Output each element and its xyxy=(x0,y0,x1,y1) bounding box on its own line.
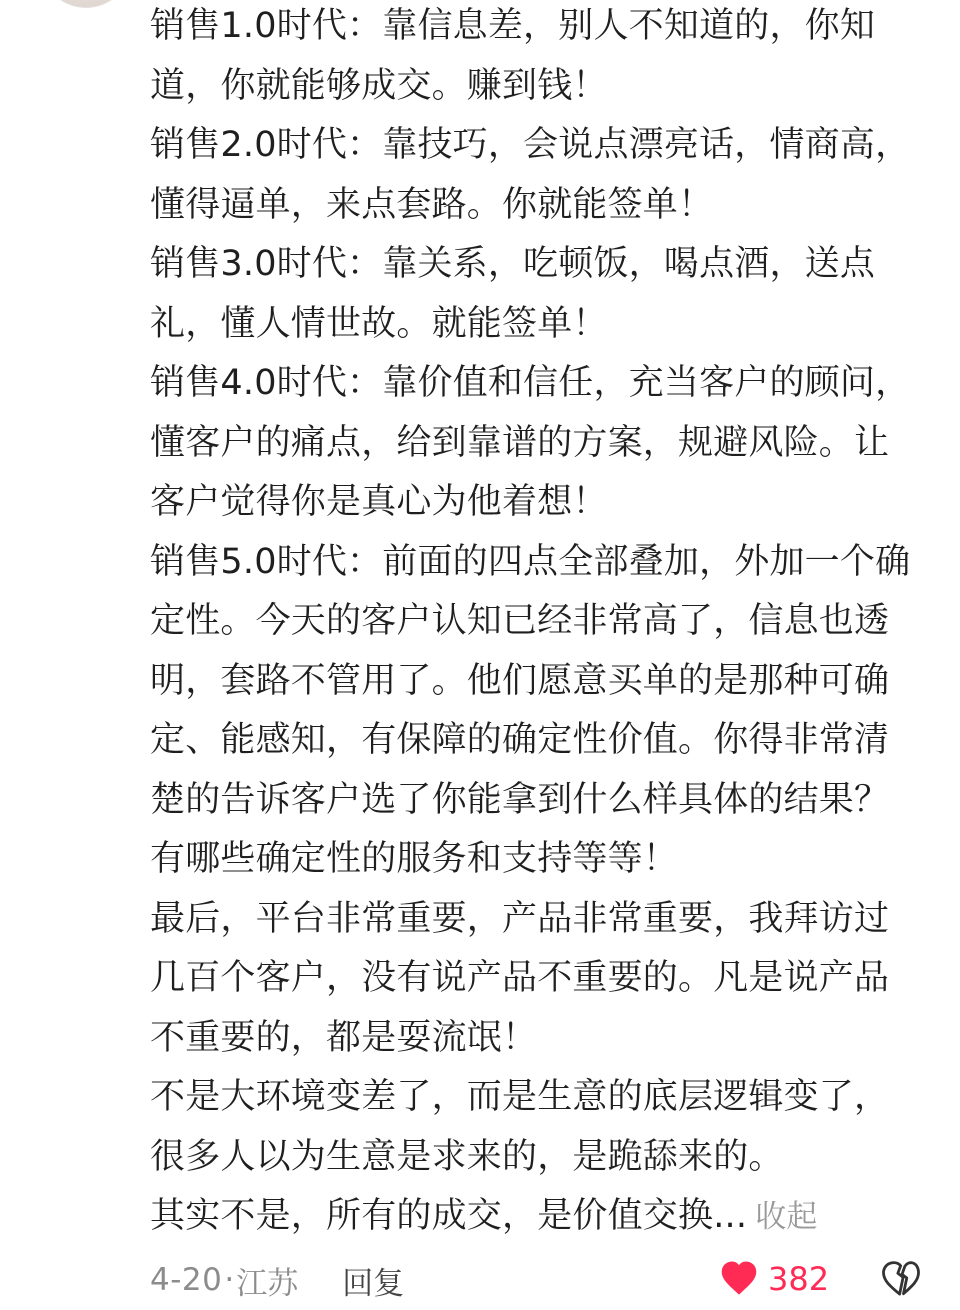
collapse-button[interactable]: 收起 xyxy=(755,1199,818,1235)
comment-paragraph-text: 其实不是，所有的成交，是价值交换... xyxy=(150,1196,748,1236)
comment-paragraph: 销售4.0时代：靠价值和信任，充当客户的顾问，懂客户的痛点，给到靠谱的方案，规避风险。让客户觉得你是真心为他着想！ xyxy=(150,363,911,522)
reply-button[interactable]: 回复 xyxy=(342,1265,405,1302)
meta-separator: · xyxy=(224,1262,235,1298)
comment-meta xyxy=(150,1250,930,1310)
comment-paragraph: 不是大环境变差了，而是生意的底层逻辑变了，很多人以为生意是求来的，是跪舔来的。 xyxy=(150,1077,890,1177)
like-button[interactable] xyxy=(718,1258,829,1300)
avatar[interactable] xyxy=(40,0,132,8)
comment-paragraph: 最后，平台非常重要，产品非常重要，我拜访过几百个客户，没有说产品不重要的。凡是说产品不重要的，都是耍流氓！ xyxy=(150,898,890,1058)
comment-paragraph: 销售5.0时代：前面的四点全部叠加，外加一个确定性。今天的客户认知已经非常高了，信息也透明，套路不管用了。他们愿意买单的是那种可确定、能感知，有保障的确定性价值。你得非常清楚的告诉客户选了你能拿到什么样具体的结果？有哪些确定性的服务和支持等等！ xyxy=(150,541,911,879)
like-count: 382 xyxy=(768,1260,830,1298)
comment-paragraph: 销售1.0时代：靠信息差，别人不知道的，你知道，你就能够成交。赚到钱！ xyxy=(150,6,876,106)
comment-paragraph: 销售2.0时代：靠技巧，会说点漂亮话，情商高，懂得逼单，来点套路。你就能签单！ xyxy=(150,125,911,225)
dislike-button[interactable] xyxy=(880,1258,922,1302)
broken-heart-icon xyxy=(880,1283,922,1302)
comment-last-paragraph xyxy=(150,1187,920,1248)
comment-date: 4-20 xyxy=(150,1262,223,1298)
heart-filled-icon xyxy=(718,1258,760,1300)
comment-paragraph: 销售3.0时代：靠关系，吃顿饭，喝点酒，送点礼，懂人情世故。就能签单！ xyxy=(150,244,876,344)
comment-text xyxy=(150,0,920,1248)
comment-location: 江苏 xyxy=(236,1265,299,1302)
